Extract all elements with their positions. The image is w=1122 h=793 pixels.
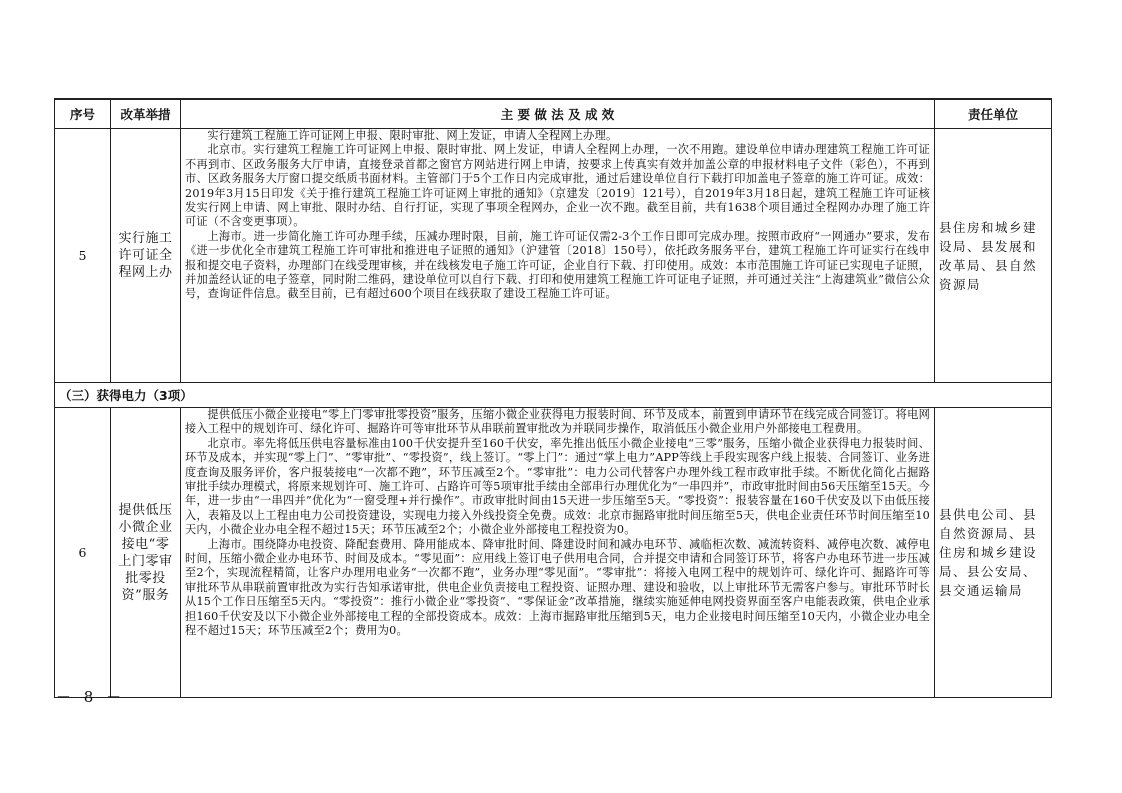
header-main-content: 主 要 做 法 及 成 效 (181, 99, 935, 129)
row-responsible-unit: 县供电公司、县自然资源局、县住房和城乡建设局、县公安局、县交通运输局 (935, 408, 1052, 698)
row-reform-measure: 提供低压小微企业接电“零上门零审批零投资”服务 (111, 408, 181, 698)
row-responsible-unit: 县住房和城乡建设局、县发展和改革局、县自然资源局 (935, 129, 1052, 383)
row-serial-number: 6 (55, 408, 111, 698)
page-number: － 8 － (56, 688, 126, 706)
content-paragraph: 实行建筑工程施工许可证网上申报、限时审批、网上发证，申请人全程网上办理。 (207, 129, 618, 142)
section-row (55, 383, 1052, 408)
table-row (55, 129, 1052, 383)
header-responsible-unit: 责任单位 (935, 99, 1052, 129)
section-title: （三）获得电力（3项） (55, 383, 1052, 408)
row-main-content (181, 129, 935, 383)
header-reform-measure: 改革举措 (111, 99, 181, 129)
table-header-row (55, 99, 1052, 129)
content-paragraph: 上海市。进一步简化施工许可办理手续，压减办理时限，目前，施工许可证仅需2-3个工作日即可完成办理。按照市政府“一网通办”要求，发布《进一步优化全市建筑工程施工许可审批和推进电子证照的通知》（沪建管〔2018〕150号），依托政务服务平台，建筑工程施工许可证实行在线申报和提交电子资料，办理部门在线受理审核，并在线核发电子施工许可证，企业自行下载、打印使用。成效：本市范围施工许可证已实现电子证照，并加盖经认证的电子签章，同时附二维码，建设单位可以自行下载、打印和使用建筑工程施工许可证电子证照，并可通过关注“上海建筑业”微信公众号，查询证件信息。截至目前，已有超过600个项目在线获取了建设工程施工许可证。 (185, 229, 930, 301)
content-paragraph: 提供低压小微企业接电“零上门零审批零投资”服务，压缩小微企业获得电力报装时间、环节及成本，前置到申请环节在线完成合同签订。将电网接入工程中的规划许可、绿化许可、掘路许可等审批环节从串联前置审批改为并联同步操作，取消低压小微企业用户外部接电工程费用。 (185, 408, 930, 436)
content-paragraph: 上海市。围绕降办电投资、降配套费用、降用能成本、降审批时间、降建设时间和减办电环节、减临柜次数、减流转资料、减停电次数、减停电时间，压缩小微企业办电环节、时间及成本。“零见面”：应用线上签订电子供用电合同，合并提交申请和合同签订环节，将客户办电环节进一步压减至2个，实现流程精简，让客户办理用电业务“一次都不跑”，业务办理“零见面”。“零审批”：将接入电网工程中的规划许可、绿化许可、掘路许可等审批环节从串联前置审批改为实行告知承诺审批，供电企业负责接电工程投资、证照办理、建设和验收，以上审批环节无需客户参与。审批环节时长从15个工作日压缩至5天内。“零投资”：推行小微企业“零投资”、“零保证金”改革措施，继续实施延伸电网投资界面至客户电能表政策，供电企业承担160千伏安及以下小微企业外部接电工程的全部投资成本。成效：上海市掘路审批压缩到5天，电力企业接电时间压缩至10天内，小微企业办电全程不超过15天；环节压减至2个；费用为0。 (185, 537, 930, 638)
row-reform-measure: 实行施工许可证全程网上办 (111, 129, 181, 383)
header-serial-number: 序号 (55, 99, 111, 129)
table-row (55, 408, 1052, 698)
row-main-content (181, 408, 935, 698)
row-serial-number: 5 (55, 129, 111, 383)
content-paragraph: 北京市。率先将低压供电容量标准由100千伏安提升至160千伏安，率先推出低压小微企业接电“三零”服务，压缩小微企业获得电力报装时间、环节及成本，并实现“零上门”、“零审批”、“零投资”，线上签订。“零上门”：通过“掌上电力”APP等线上手段实现客户线上报装、合同签订、业务进度查询及服务评价，客户报装接电“一次都不跑”，环节压减至2个。“零审批”：电力公司代替客户办理外线工程市政审批手续。不断优化简化占掘路审批手续办理模式，将原来规划许可、施工许可、占路许可等5项审批手续由全部串行办理优化为“一串四并”，市政审批时间由56天压缩至15天。今年，进一步由“一串四并”优化为“一窗受理+并行操作”。市政审批时间由15天进一步压缩至5天。“零投资”：报装容量在160千伏安及以下由低压接入，表箱及以上工程由电力公司投资建设，实现电力接入外线投资全免费。成效：北京市掘路审批时间压缩至5天，供电企业责任环节时间压缩至10天内，小微企业办电全程不超过15天；环节压减至2个；小微企业外部接电工程投资为0。 (185, 436, 930, 537)
reform-measures-table (54, 98, 1052, 698)
content-paragraph: 北京市。实行建筑工程施工许可证网上申报、限时审批、网上发证，申请人全程网上办理，一次不用跑。建设单位申请办理建筑工程施工许可证不再到市、区政务服务大厅申请，直接登录首都之窗官方网站进行网上申请，按要求上传真实有效并加盖公章的申报材料电子文件（彩色），不再到市、区政务服务大厅窗口提交纸质书面材料。主管部门于5个工作日内完成审批，通过后建设单位自行下载打印加盖电子签章的施工许可证。成效：2019年3月15日印发《关于推行建筑工程施工许可证网上审批的通知》（京建发〔2019〕121号），自2019年3月18日起，建筑工程施工许可证核发实行网上申请、网上审批、限时办结、自行打证，实现了事项全程网办，企业一次不跑。截至目前，共有1638个项目通过全程网办办理了施工许可证（不含变更事项）。 (185, 143, 930, 229)
